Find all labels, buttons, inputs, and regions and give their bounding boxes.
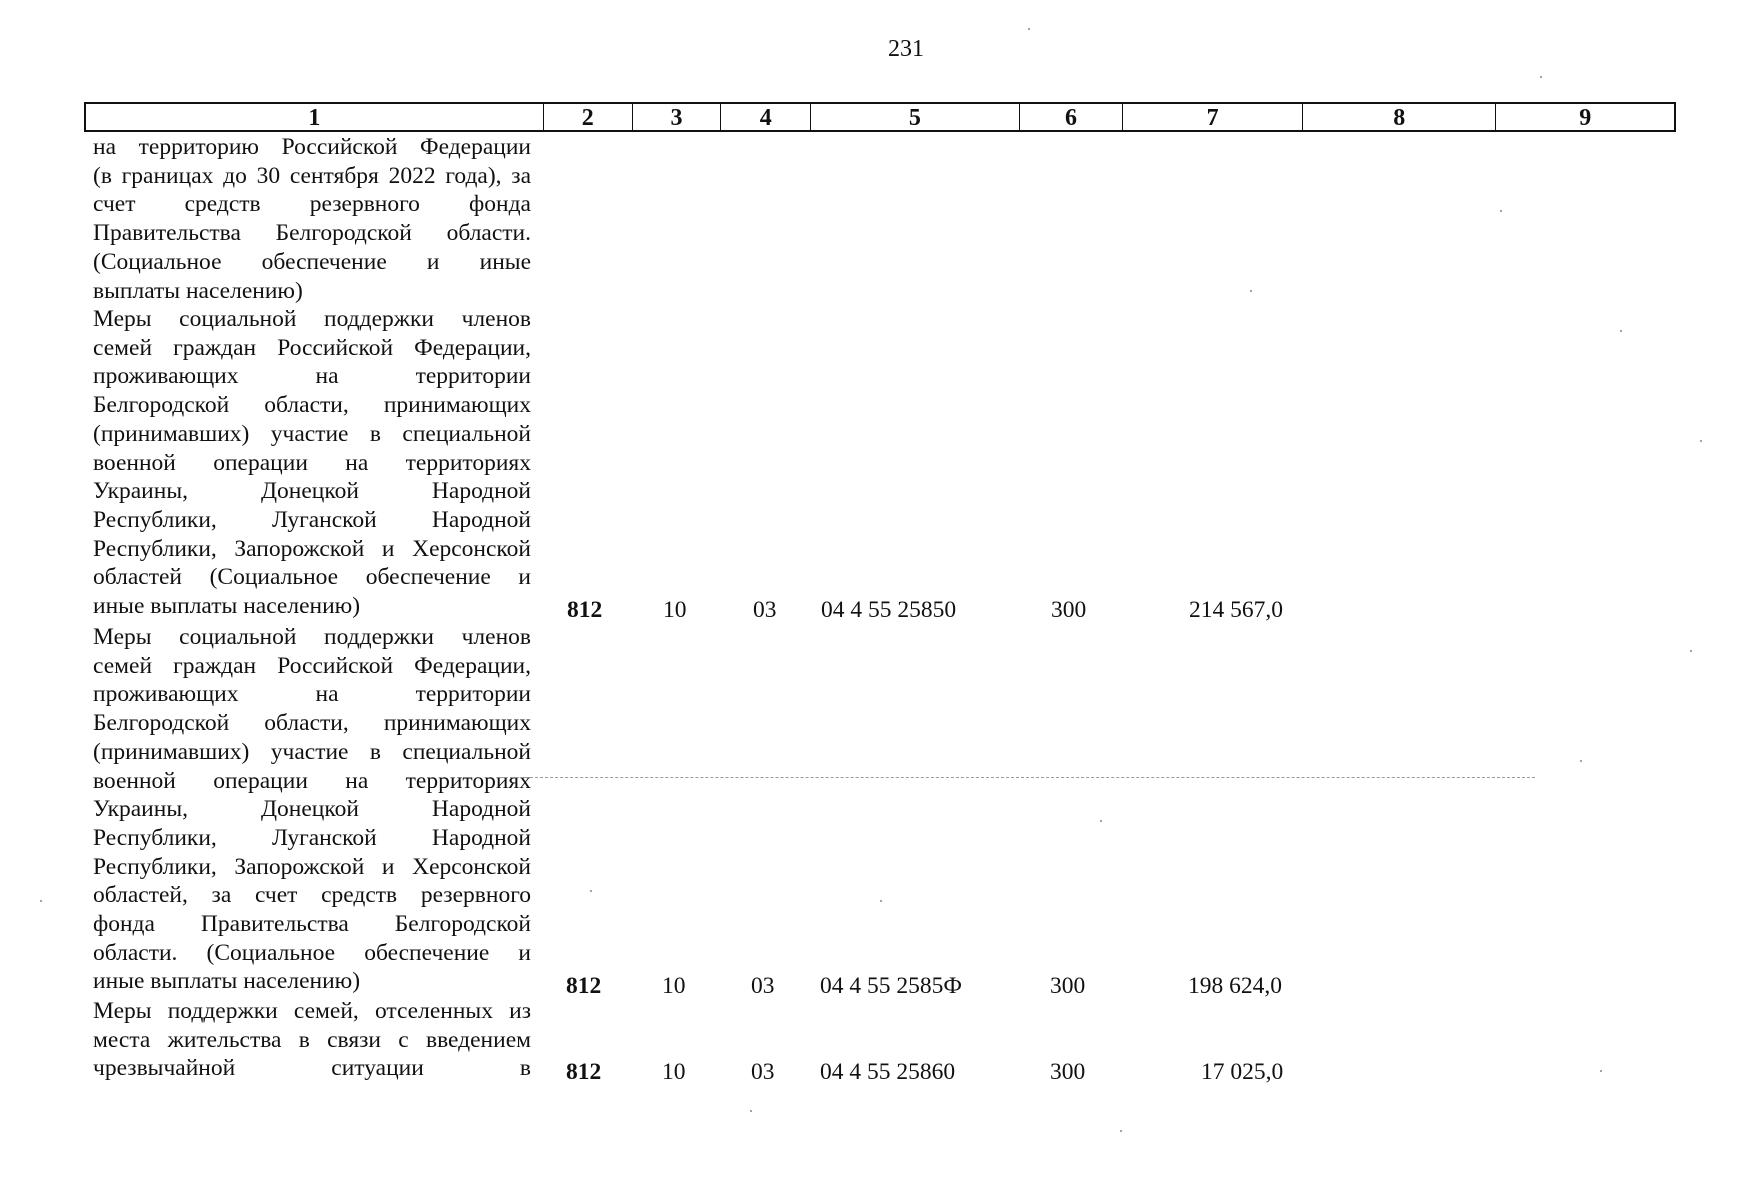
description-line: Республики, Запорожской и Херсонской bbox=[93, 535, 531, 562]
description-line: на территорию Российской Федерации bbox=[93, 134, 531, 160]
scan-artifact-line bbox=[500, 777, 1535, 778]
scan-speck bbox=[1028, 28, 1030, 30]
header-col-5: 5 bbox=[811, 104, 1019, 130]
scan-speck bbox=[1690, 650, 1692, 652]
scan-speck bbox=[590, 890, 592, 892]
cell-col4: 03 bbox=[753, 597, 777, 623]
description-line: военной операции на территориях bbox=[93, 449, 531, 476]
cell-col2: 812 bbox=[567, 597, 603, 623]
description-line: фонда Правительства Белгородской bbox=[93, 911, 531, 938]
cell-col2: 812 bbox=[566, 973, 602, 999]
cell-col6: 300 bbox=[1051, 597, 1087, 623]
description-line: выплаты населению) bbox=[93, 277, 303, 304]
row-description bbox=[93, 623, 531, 996]
table-header bbox=[84, 102, 1676, 132]
description-line: Республики, Луганской Народной bbox=[93, 506, 531, 533]
description-line: (принимавших) участие в специальной bbox=[93, 738, 531, 765]
header-col-7: 7 bbox=[1123, 104, 1303, 130]
cell-col5: 04 4 55 25860 bbox=[820, 1059, 956, 1085]
description-line: семей граждан Российской Федерации, bbox=[93, 334, 531, 361]
cell-col4: 03 bbox=[751, 1059, 775, 1085]
description-line: семей граждан Российской Федерации, bbox=[93, 652, 531, 679]
description-line: (Социальное обеспечение и иные bbox=[93, 248, 531, 275]
description-line: Меры поддержки семей, отселенных из bbox=[93, 998, 531, 1024]
description-line: иные выплаты населению) bbox=[93, 593, 361, 620]
cell-col6: 300 bbox=[1050, 973, 1086, 999]
row-description bbox=[93, 133, 531, 305]
header-col-9: 9 bbox=[1579, 105, 1592, 131]
scan-speck bbox=[1250, 290, 1252, 292]
description-line: Республики, Запорожской и Херсонской bbox=[93, 853, 531, 880]
description-line: Белгородской области, принимающих bbox=[93, 392, 531, 419]
page-number: 231 bbox=[888, 36, 924, 62]
description-line: места жительства в связи с введением bbox=[93, 1026, 531, 1053]
row-description bbox=[93, 997, 531, 1083]
description-line: проживающих на территории bbox=[93, 681, 531, 708]
description-line: счет средств резервного фонда bbox=[93, 191, 531, 218]
cell-col3: 10 bbox=[662, 973, 686, 999]
description-line: Украины, Донецкой Народной bbox=[93, 478, 531, 505]
scan-speck bbox=[1700, 440, 1702, 442]
scan-speck bbox=[1620, 330, 1622, 332]
header-col-4: 4 bbox=[721, 104, 811, 130]
scan-speck bbox=[1100, 820, 1102, 822]
description-line: Правительства Белгородской области. bbox=[93, 220, 531, 247]
header-col-6: 6 bbox=[1020, 104, 1124, 130]
scan-speck bbox=[40, 900, 42, 902]
cell-col6: 300 bbox=[1050, 1059, 1086, 1085]
description-line: Республики, Луганской Народной bbox=[93, 824, 531, 851]
description-line: области. (Социальное обеспечение и bbox=[93, 939, 531, 966]
description-line: проживающих на территории bbox=[93, 363, 531, 390]
scan-speck bbox=[1500, 210, 1502, 212]
cell-col7: 198 624,0 bbox=[1188, 973, 1282, 999]
cell-col7: 214 567,0 bbox=[1189, 597, 1283, 623]
scan-speck bbox=[880, 900, 882, 902]
scan-speck bbox=[1600, 1070, 1602, 1072]
scan-speck bbox=[1540, 76, 1542, 78]
cell-col5: 04 4 55 2585Ф bbox=[820, 973, 962, 999]
cell-col3: 10 bbox=[662, 1059, 686, 1085]
cell-col2: 812 bbox=[566, 1059, 602, 1085]
cell-col4: 03 bbox=[751, 973, 775, 999]
cell-col3: 10 bbox=[663, 597, 687, 623]
header-col-8: 8 bbox=[1303, 104, 1497, 130]
description-line: областей, за счет средств резервного bbox=[93, 882, 531, 909]
description-line: (в границах до 30 сентября 2022 года), за bbox=[93, 162, 531, 189]
description-line: Белгородской области, принимающих bbox=[93, 710, 531, 737]
header-col-3: 3 bbox=[633, 104, 722, 130]
description-line: Меры социальной поддержки членов bbox=[93, 624, 531, 650]
description-line: иные выплаты населению) bbox=[93, 968, 361, 995]
description-line: (принимавших) участие в специальной bbox=[93, 420, 531, 447]
row-description bbox=[93, 305, 531, 621]
cell-col5: 04 4 55 25850 bbox=[821, 597, 957, 623]
scan-speck bbox=[1580, 760, 1582, 762]
description-line: военной операции на территориях bbox=[93, 767, 531, 794]
description-line: Меры социальной поддержки членов bbox=[93, 306, 531, 332]
header-col-1: 1 bbox=[86, 104, 544, 130]
scan-speck bbox=[1120, 1130, 1122, 1132]
header-col-2: 2 bbox=[544, 104, 633, 130]
scan-speck bbox=[750, 1110, 752, 1112]
description-line: Украины, Донецкой Народной bbox=[93, 796, 531, 823]
description-line: областей (Социальное обеспечение и bbox=[93, 564, 531, 591]
description-line: чрезвычайной ситуации в bbox=[93, 1055, 531, 1082]
cell-col7: 17 025,0 bbox=[1201, 1059, 1284, 1085]
